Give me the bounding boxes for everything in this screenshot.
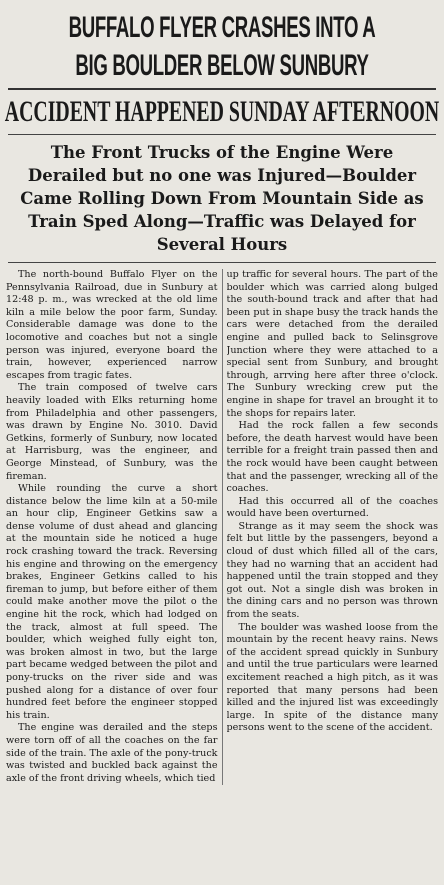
paragraph: The engine was derailed and the steps were torn off of all the coaches on the far side of the train. The axle of the pony-truck was twisted and buckled back against the axle of the front driving wheels, which tied bbox=[6, 722, 218, 784]
column-divider bbox=[222, 269, 223, 785]
deck-rule bbox=[8, 262, 436, 263]
paragraph: up traffic for several hours. The part of the boulder which was carried along bulged the south-bound track and after that had been put in shape busy the track hands the cars were detached from the derailed engine and pulled back to Selinsgrove Junction where they were attached to a special sent from Sunbury, and brought through, arrving here after three o'clock. The Sunbury wrecking crew put the engine in shape for travel an brought it to the shops for repairs later. bbox=[226, 269, 438, 419]
paragraph: The north-bound Buffalo Flyer on the Pennsylvania Railroad, due in Sunbury at 12:48 p. m., was wrecked at the old lime kiln a mile below the poor farm, Sunday. Considerable damage was done to the locomotive and coaches but not a single person was injured, everyone board the train, however, experienced narrow escapes from tragic fates. bbox=[6, 269, 218, 381]
subhead-rule bbox=[8, 134, 436, 135]
column-right bbox=[227, 269, 439, 785]
article-body bbox=[6, 269, 438, 785]
paragraph: Had this occurred all of the coaches would have been overturned. bbox=[226, 495, 438, 520]
headline-line-2: BIG BOULDER BELOW SUNBURY bbox=[75, 49, 369, 82]
paragraph: The boulder was washed loose from the mountain by the recent heavy rains. News of the accident spread quickly in Sunbury and until the true particulars were learned excitement reached a high pitch, as it was reported that many persons had been killed and the injured list was exceedingly large. In spite of the distance many persons went to the scene of the accident. bbox=[226, 621, 438, 734]
headline-line-1: BUFFALO FLYER CRASHES INTO A bbox=[68, 11, 376, 44]
paragraph: While rounding the curve a short distance below the lime kiln at a 50-mile an hour clip, Engineer Getkins saw a dense volume of dust ahead and glancing at the mountain side he noticed a huge rock crashing toward the track. Reversing his engine and throwing on the emergency brakes, Engineer Getkins called to his fireman to jump, but before either of them could make another move the pilot o the engine hit the rock, which had lodged on the track, almost at full speed. The boulder, which weighed fully eight ton, was broken almost in two, but the large part became wedged between the pilot and pony-trucks on the river side and was pushed along for a distance of over four hundred feet before the engineer stopped his train. bbox=[6, 483, 218, 721]
paragraph: Had the rock fallen a few seconds before, the death harvest would have been terrible for a freight train passed then and the rock would have been caught between that and the passenger, wrecking all of the coaches. bbox=[226, 420, 438, 495]
subhead: ACCIDENT HAPPENED SUNDAY AFTERNOON bbox=[4, 95, 440, 128]
column-left bbox=[6, 269, 218, 785]
paragraph: Strange as it may seem the shock was felt but little by the passengers, beyond a cloud of dust which filled all of the cars, they had no warning that an accident had happened until the train stopped and they got out. Not a single dish was broken in the dining cars and no person was thrown from the seats. bbox=[226, 520, 438, 621]
headline-rule bbox=[8, 88, 436, 90]
paragraph: The train composed of twelve cars heavily loaded with Elks returning home from Philadelphia and other passengers, was drawn by Engine No. 3010. David Getkins, formerly of Sunbury, now located at Harrisburg, was the engineer, and George Minstead, of Sunbury, was the fireman. bbox=[6, 382, 218, 482]
deck: The Front Trucks of the Engine Were Derailed but no one was Injured—Boulder Came Rolling Down From Mountain Side as Train Sped Along—Traffic was Delayed for Several Hours bbox=[20, 143, 424, 254]
